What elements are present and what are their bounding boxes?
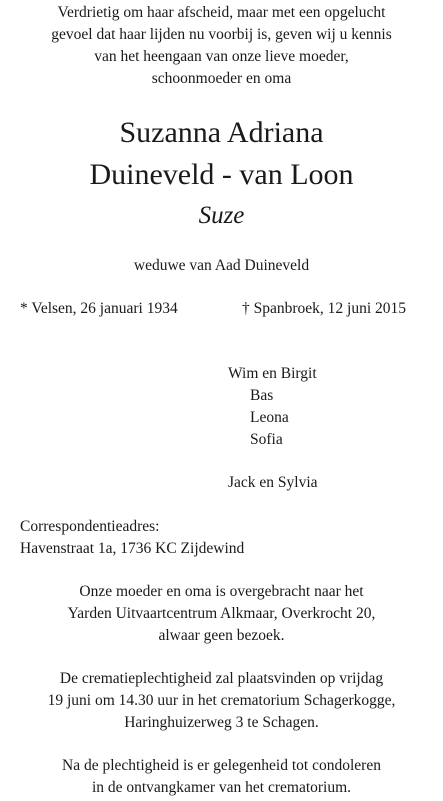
condolence-line: Na de plechtigheid is er gelegenheid tot condoleren bbox=[62, 757, 381, 774]
intro-line: schoonmoeder en oma bbox=[151, 70, 292, 87]
transfer-line: alwaar geen bezoek. bbox=[158, 627, 285, 644]
widow-of: weduwe van Aad Duineveld bbox=[133, 257, 310, 274]
ceremony-line: De crematieplechtigheid zal plaatsvinden op vrijdag bbox=[59, 670, 384, 687]
condolence-line: in de ontvangkamer van het crematorium. bbox=[91, 779, 352, 796]
family-parent-1: Wim en Birgit bbox=[228, 365, 317, 382]
deceased-nickname: Suze bbox=[198, 202, 245, 229]
correspondence-label: Correspondentieadres: bbox=[20, 518, 160, 535]
death-info: † Spanbroek, 12 juni 2015 bbox=[242, 300, 407, 317]
transfer-line: Yarden Uitvaartcentrum Alkmaar, Overkrocht 20, bbox=[67, 605, 376, 622]
family-child: Bas bbox=[250, 387, 274, 404]
family-child: Sofia bbox=[250, 431, 283, 448]
deceased-name-last: Duineveld - van Loon bbox=[89, 158, 354, 191]
ceremony-line: Haringhuizerweg 3 te Schagen. bbox=[124, 714, 319, 731]
intro-line: gevoel dat haar lijden nu voorbij is, geven wij u kennis bbox=[51, 26, 392, 43]
family-child: Leona bbox=[250, 409, 289, 426]
ceremony-paragraph bbox=[0, 668, 443, 734]
transfer-paragraph bbox=[0, 581, 443, 647]
correspondence-address: Havenstraat 1a, 1736 KC Zijdewind bbox=[20, 540, 245, 557]
transfer-line: Onze moeder en oma is overgebracht naar het bbox=[79, 583, 364, 600]
birth-info: * Velsen, 26 januari 1934 bbox=[20, 300, 178, 317]
intro-line: Verdrietig om haar afscheid, maar met een opgelucht bbox=[57, 4, 386, 21]
deceased-name-first: Suzanna Adriana bbox=[119, 116, 324, 149]
condolence-paragraph bbox=[0, 755, 443, 799]
ceremony-line: 19 juni om 14.30 uur in het crematorium Schagerkogge, bbox=[47, 692, 396, 709]
intro-line: van het heengaan van onze lieve moeder, bbox=[94, 48, 349, 65]
family-parent-2: Jack en Sylvia bbox=[228, 474, 318, 491]
intro-text bbox=[0, 2, 443, 90]
